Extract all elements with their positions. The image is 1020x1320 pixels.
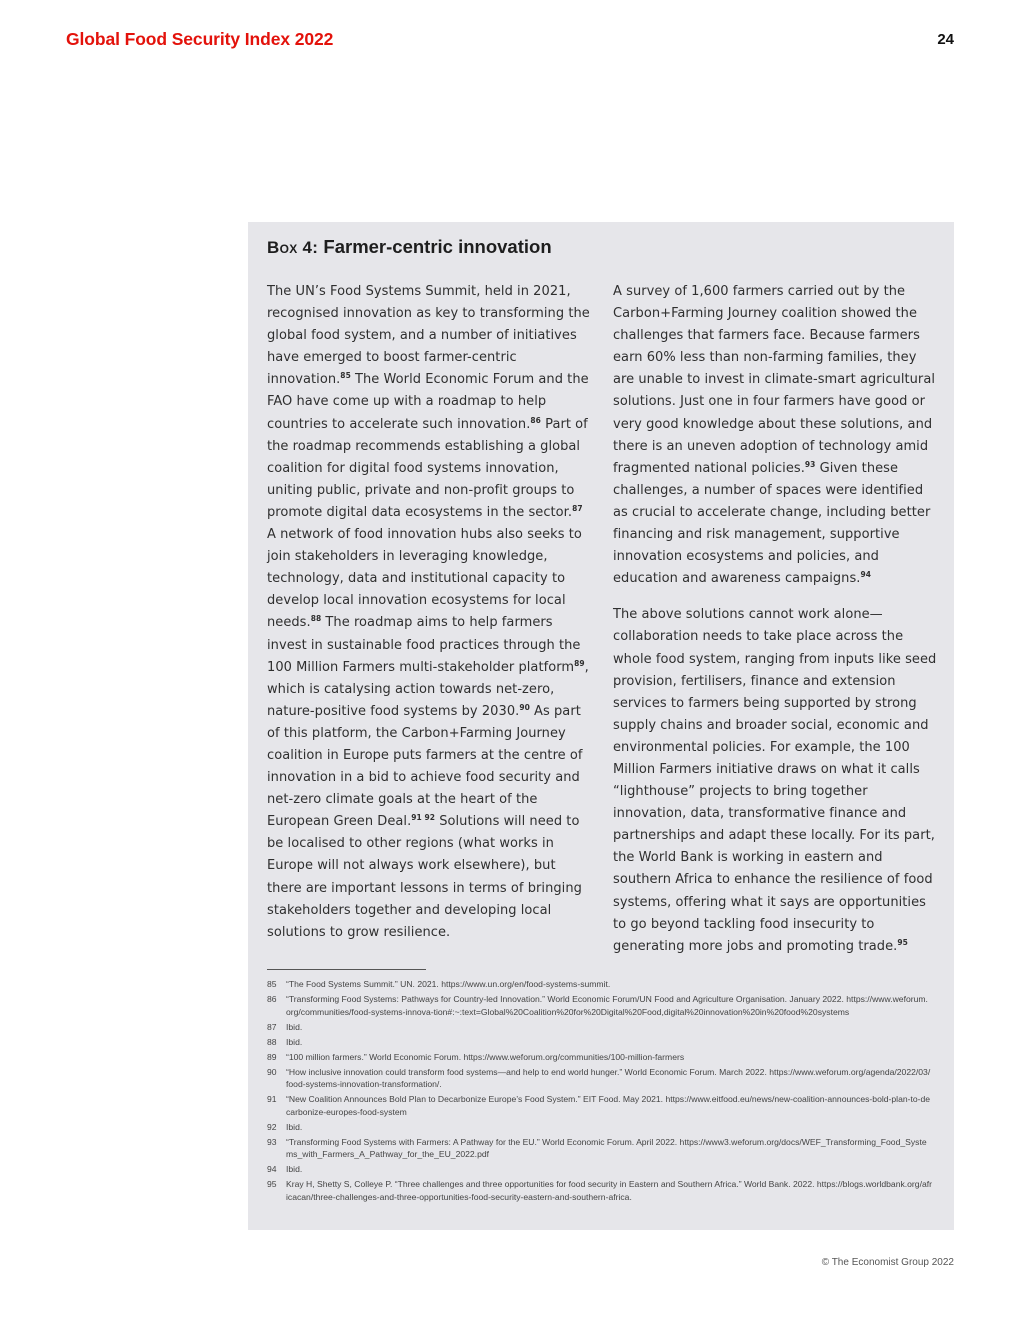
footnote: 91 “New Coalition Announces Bold Plan to Decarbonize Europe’s Food System.” EIT Food. May 2021. https://www.eitfood.eu/news/new-coalition-announces-bold-plan-to-decarbonize-europes-food-system: [267, 1094, 931, 1117]
right-column: [613, 281, 937, 972]
footnote-ref-89[interactable]: 89: [574, 658, 585, 668]
footnote-ref-93[interactable]: 93: [804, 459, 816, 469]
footnote: 85 “The Food Systems Summit.” UN. 2021. https://www.un.org/en/food-systems-summit.: [267, 979, 611, 989]
footnote-ref-90[interactable]: 90: [519, 702, 530, 712]
box-heading: [267, 236, 552, 258]
footnote-ref-85[interactable]: 85: [340, 371, 351, 381]
footnote-ref-86[interactable]: 86: [530, 415, 541, 425]
footnote-ref-94[interactable]: 94: [860, 570, 872, 580]
footnote-ref-87[interactable]: 87: [572, 503, 583, 513]
page-number: 24: [937, 31, 954, 48]
footnote: 94 Ibid.: [267, 1164, 303, 1174]
left-column: [267, 281, 591, 958]
footnote: 87 Ibid.: [267, 1021, 303, 1032]
right-paragraph-2: The above solutions cannot work alone—collaboration needs to take place across the whole food system, ranging from inputs like seed provision, fertilisers, finance and extension services to farmers being supported by strong supply chains and broader social, economic and environmental policies. For example, the 100 Million Farmers initiative draws on what it calls “lighthouse” projects to bring together innovation, data, transformative finance and partnerships and adapt these locally. For its part, the World Bank is working in eastern and southern Africa to enhance the resilience of food systems, offering what it says are opportunities to go beyond tackling food insecurity to generating more jobs and promoting trade.$^{95}$: [613, 607, 937, 954]
footnote-divider: [267, 969, 426, 970]
left-paragraph-1: The UN’s Food Systems Summit, held in 2021, recognised innovation as key to transforming the global food system, and a number of initiatives have emerged to boost farmer-centric innovation.$^{85}$ The World Economic Forum and the FAO have come up with a roadmap to help countries to accelerate such innovation.$^{86}$ Part of the roadmap recommends establishing a global coalition for digital food systems innovation, uniting public, private and non-profit groups to promote digital data ecosystems in the sector.$^{87}$ A network of food innovation hubs also seeks to join stakeholders in leveraging knowledge, technology, data and institutional capacity to develop local innovation ecosystems for local needs.$^{88}$ The roadmap aims to help farmers invest in sustainable food practices through the 100 Million Farmers multi-stakeholder platform$^{89}$, which is catalysing action towards net-zero, nature-positive food systems by 2030.90 As part of this platform, the Carbon+Farming Journey coalition in Europe puts farmers at the centre of innovation in a bid to achieve food security and net-zero climate goals at the heart of the European Green Deal.$^{91 92}$ Solutions will need to be localised to other regions (what works in Europe will not always work elsewhere), but there are important lessons in terms of bringing stakeholders together and developing local solutions to grow resilience.: [267, 284, 590, 940]
box-label: Box 4:: [267, 238, 319, 257]
footnote: 95 Kray H, Shetty S, Colleye P. “Three challenges and three opportunities for food security in Eastern and Southern Africa.” World Bank. 2022. https://blogs.worldbank.org/africacan/three-challenges-and-three-opportunities-food-security-eastern-and-southern-africa.: [267, 1179, 932, 1202]
footnote: 88 Ibid.: [267, 1036, 303, 1047]
footnote: 90 “How inclusive innovation could transform food systems—and help to end world hunger.” World Economic Forum. March 2022. https://www.weforum.org/agenda/2022/03/food-systems-innovation-transformation/.: [267, 1066, 931, 1089]
footnote: 86 “Transforming Food Systems: Pathways for Country-led Innovation.” World Economic Forum/UN Food and Agriculture Organisation. January 2022. https://www.weforum.org/communities/food-systems-innova-tion#:~:text=Global%20Coalition%20for%20Digital%20Food,digital%20innovation%20in%20food%20systems: [267, 994, 928, 1017]
box-title: Farmer-centric innovation: [323, 236, 552, 257]
footnote-ref-95[interactable]: 95: [897, 937, 908, 947]
farmer-centric-innovation-box: [248, 222, 954, 1230]
footnote-ref-88[interactable]: 88: [310, 614, 322, 624]
footnote: 93 “Transforming Food Systems with Farmers: A Pathway for the EU.” World Economic Forum. April 2022. https://www3.weforum.org/docs/WEF_Transforming_Food_Systems_with_Farmers_A_Pathway_for_the_EU_2022.pdf: [267, 1136, 927, 1159]
footnote-ref-91-92[interactable]: 91 92: [411, 813, 436, 823]
copyright-footer: © The Economist Group 2022: [821, 1257, 954, 1268]
footnotes: [267, 978, 932, 1206]
right-paragraph-1: A survey of 1,600 farmers carried out by the Carbon+Farming Journey coalition showed the challenges that farmers face. Because farmers earn 60% less than non-farming families, they are unable to invest in climate-smart agricultural solutions. Just one in four farmers have good or very good knowledge about these solutions, and there is an uneven adoption of technology amid fragmented national policies.$^{93}$ Given these challenges, a number of spaces were identified as crucial to accelerate change, including better financing and risk management, supportive innovation ecosystems and policies, and education and awareness campaigns.$^{94}$: [613, 284, 936, 587]
footnote: 89 “100 million farmers.” World Economic Forum. https://www.weforum.org/communities/100-million-farmers: [267, 1051, 685, 1062]
report-title: Global Food Security Index 2022: [66, 29, 334, 49]
footnote: 92 Ibid.: [267, 1121, 303, 1132]
